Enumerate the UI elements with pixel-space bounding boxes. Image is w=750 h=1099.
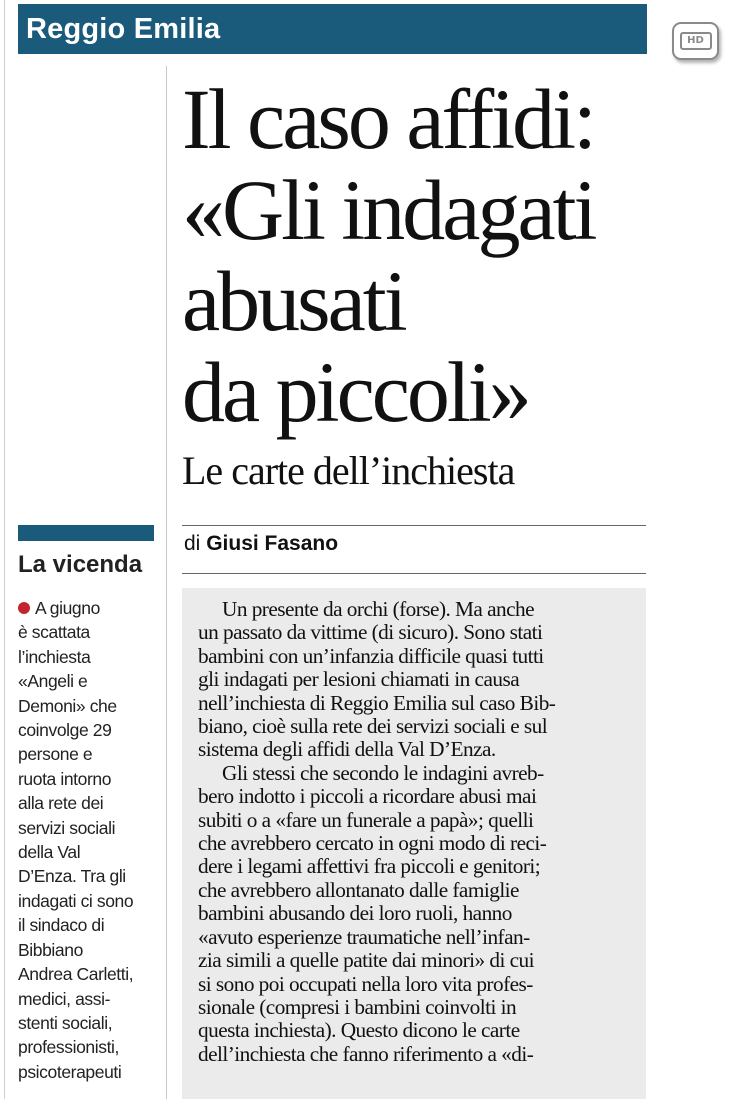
- article-line: zia simili a quelle patite dai minori» di cui: [198, 948, 535, 973]
- article-line: nell’inchiesta di Reggio Emilia sul caso Bib-: [198, 690, 556, 715]
- sidebar-line: medici, assi-: [18, 988, 111, 1009]
- sidebar-line: l’inchiesta: [18, 646, 91, 667]
- sidebar-line: alla rete dei: [18, 793, 104, 814]
- hd-icon: HD: [680, 32, 712, 50]
- byline-prefix: di: [184, 532, 201, 555]
- sidebar-line: il sindaco di: [18, 915, 105, 936]
- headline-line: da piccoli»: [182, 344, 529, 440]
- article-line: dell’inchiesta che fanno riferimento a «di-: [198, 1041, 534, 1066]
- sidebar-line: ruota intorno: [18, 768, 112, 789]
- sidebar-line: [18, 596, 168, 620]
- article-line: gli indagati per lesioni chiamati in causa: [198, 667, 520, 692]
- article-line: biano, cioè sulla rete dei servizi sociali e sul: [198, 714, 548, 739]
- bullet-dot-icon: [18, 602, 30, 614]
- sidebar-line: D’Enza. Tra gli: [18, 866, 126, 887]
- article-line: dere i legami affettivi fra piccoli e genitori;: [198, 854, 541, 879]
- page-edge-rule: [4, 0, 5, 1099]
- article-line: un passato da vittime (di sicuro). Sono stati: [198, 620, 543, 645]
- byline-bottom-rule: [182, 573, 646, 574]
- headline-line: Il caso affidi:: [182, 71, 594, 167]
- byline-author: Giusi Fasano: [206, 532, 339, 555]
- sidebar-line: professionisti,: [18, 1037, 119, 1058]
- sidebar-line: Andrea Carletti,: [18, 964, 134, 985]
- sidebar-line: Bibbiano: [18, 939, 83, 960]
- byline: [184, 529, 338, 559]
- sidebar-line: Demoni» che: [18, 695, 117, 716]
- sidebar-line: servizi sociali: [18, 817, 116, 838]
- article-line: bambini con un’infanzia difficile quasi tutti: [198, 643, 544, 668]
- sidebar-line: «Angeli e: [18, 671, 88, 692]
- article-line: bambini abusando dei loro ruoli, hanno: [198, 901, 512, 926]
- article-line: si sono poi occupati nella loro vita profes-: [198, 971, 533, 996]
- sidebar-line: stenti sociali,: [18, 1012, 113, 1033]
- article-line: bero indotto i piccoli a ricordare abusi mai: [198, 784, 537, 809]
- article-line: Un presente da orchi (forse). Ma anche: [222, 597, 535, 621]
- sidebar-body: [18, 596, 168, 1084]
- headline: [182, 71, 650, 440]
- sidebar-line: della Val: [18, 842, 81, 863]
- hd-button[interactable]: [672, 22, 719, 60]
- sidebar-line: coinvolge 29: [18, 720, 112, 741]
- article-line: sistema degli affidi della Val D’Enza.: [198, 737, 496, 762]
- byline-top-rule: [182, 525, 646, 526]
- article-line: subiti o a «fare un funerale a papà»; quelli: [198, 807, 534, 832]
- article-line: «avuto esperienze traumatiche nell’infan-: [198, 924, 530, 949]
- sidebar-line: psicoterapeuti: [18, 1061, 122, 1082]
- section-header: Reggio Emilia: [18, 4, 647, 54]
- headline-line: «Gli indagati: [182, 162, 595, 258]
- article-line: che avrebbero cercato in ogni modo di reci-: [198, 831, 547, 856]
- sidebar-line: è scattata: [18, 622, 90, 643]
- article-line: questa inchiesta). Questo dicono le carte: [198, 1018, 520, 1043]
- sidebar-accent-bar: [18, 525, 154, 541]
- sidebar-line: persone e: [18, 744, 93, 765]
- headline-line: abusati: [182, 253, 405, 349]
- sidebar-line: indagati ci sono: [18, 890, 134, 911]
- article-body: [198, 598, 555, 1066]
- sidebar-title: La vicenda: [18, 551, 143, 578]
- sidebar-line-text: A giugno: [35, 598, 100, 618]
- subheadline: Le carte dell’inchiesta: [182, 448, 515, 493]
- article-line: Gli stessi che secondo le indagini avreb-: [222, 760, 544, 785]
- article-line: che avrebbero allontanato dalle famiglie: [198, 877, 519, 902]
- article-line: sionale (compresi i bambini coinvolti in: [198, 994, 517, 1019]
